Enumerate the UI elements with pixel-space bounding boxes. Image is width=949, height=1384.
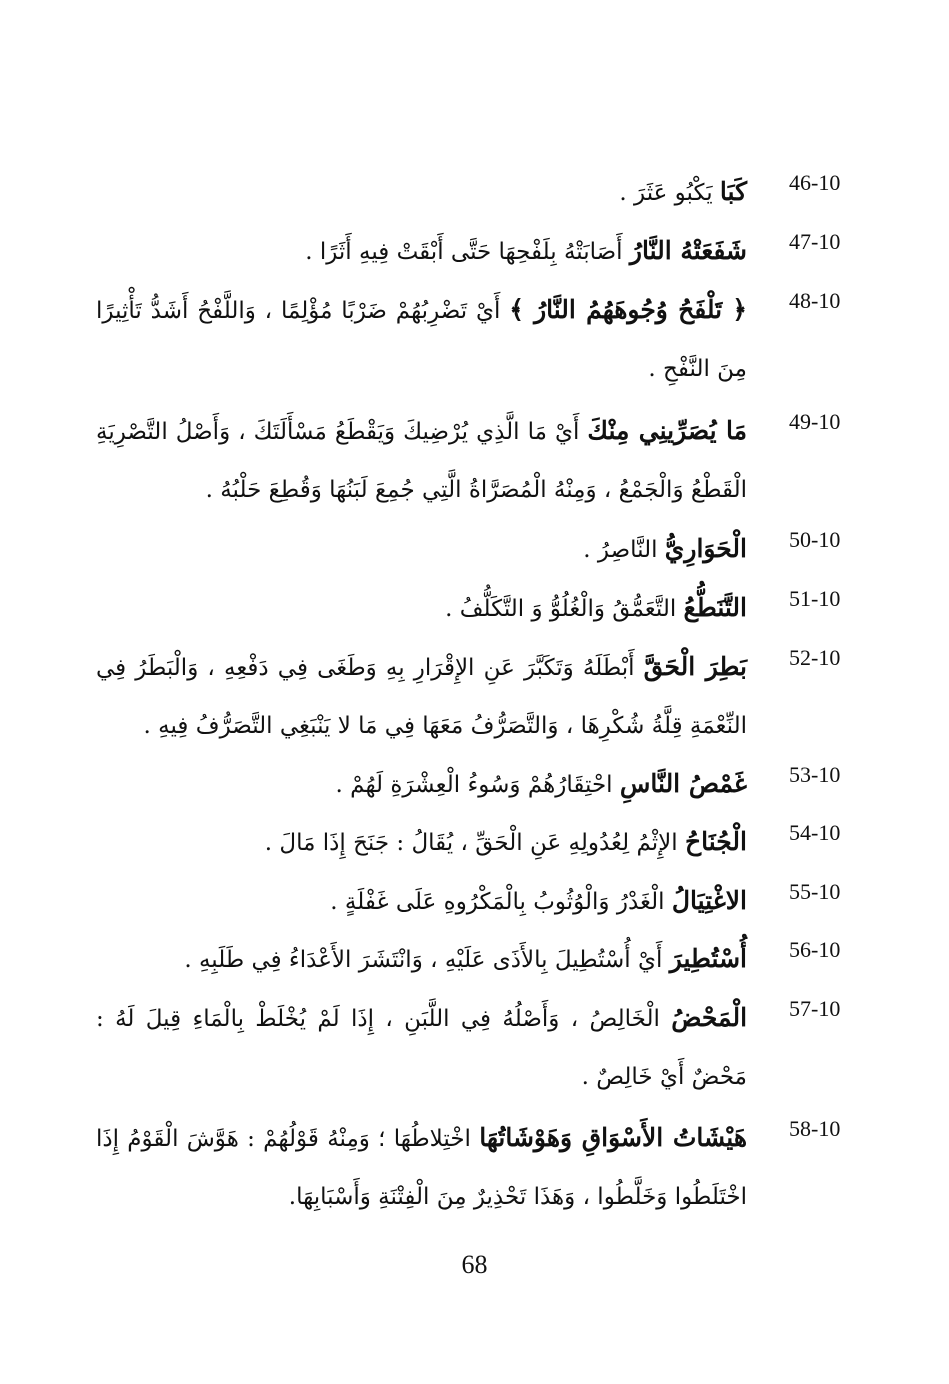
headword: غَمْصُ النَّاسِ — [619, 769, 747, 798]
entry-52-10 — [96, 638, 851, 755]
entry-number: 47-10 — [789, 229, 841, 254]
entry-56-10 — [96, 930, 851, 989]
entry-55-10 — [96, 872, 851, 931]
entry-text — [96, 520, 747, 579]
definition: الْخَالِصُ ، وَأَصْلُهُ فِي اللَّبَنِ ، إِذَا لَمْ يُخْلَطْ بِالْمَاءِ قِيلَ لَهُ : مَحْضٌ أَيْ خَالِصٌ . — [96, 1006, 747, 1090]
headword: أُسْتُطِيرَ — [669, 944, 747, 973]
definition: الإِثْمُ لِعُدُولِهِ عَنِ الْحَقِّ ، يُقَالُ : جَنَحَ إِذَا مَالَ . — [264, 830, 678, 856]
headword: مَا يُصَرِّينِي مِنْكَ — [587, 416, 747, 445]
entry-text — [96, 930, 747, 989]
headword: كَبَا — [719, 177, 747, 206]
headword: ﴿ تَلْفَحُ وُجُوهَهُمُ النَّارُ ﴾ — [509, 295, 748, 324]
entry-51-10 — [96, 579, 851, 638]
entry-number: 58-10 — [789, 1116, 841, 1141]
definition: الْغَدْرُ وَالْوُثُوبُ بِالْمَكْرُوهِ عَلَى غَفْلَةٍ . — [330, 889, 665, 915]
definition: النَّاصِرُ . — [583, 537, 658, 563]
entry-text — [96, 402, 747, 519]
entry-number: 50-10 — [789, 527, 841, 552]
entry-54-10 — [96, 813, 851, 872]
definition: اخْتِلاطُهَا ؛ وَمِنْهُ قَوْلُهُمْ : هَوَّشَ الْقَوْمُ إِذَا اخْتَلَطُوا وَخَلَّطُوا ، وَهَذَا تَحْذِيرٌ مِنَ الْفِتْنَةِ وَأَسْبَابِهَا. — [96, 1126, 747, 1210]
definition: التَّعَمُّقُ وَالْغُلُوُّ وَ التَّكَلُّفُ . — [445, 596, 677, 622]
definition: أَصَابَتْهُ بِلَفْحِهَا حَتَّى أَبْقَتْ فِيهِ أَثَرًا . — [305, 239, 623, 265]
entry-46-10 — [96, 163, 851, 222]
entry-text — [96, 813, 747, 872]
entry-number: 51-10 — [789, 586, 841, 611]
page-number: 68 — [461, 1250, 488, 1279]
definition: أَيْ تَضْرِبُهُمْ ضَرْبًا مُؤْلِمًا ، وَاللَّفْحُ أَشَدُّ تَأْثِيرًا مِنَ النَّفْحِ . — [96, 298, 747, 382]
entry-text — [96, 755, 747, 814]
definition: أَيْ أُسْتُطِيلَ بِالأَذَى عَلَيْهِ ، وَانْتَشَرَ الأَعْدَاءُ فِي طَلَبِهِ . — [184, 947, 663, 973]
headword: التَّنَطُّعُ — [683, 593, 747, 622]
entry-number: 52-10 — [789, 645, 841, 670]
definition: يَكْبُو عَثَرَ . — [619, 180, 713, 206]
entry-50-10 — [96, 520, 851, 579]
entry-number: 46-10 — [789, 170, 841, 195]
entry-text — [96, 281, 747, 398]
entry-number: 57-10 — [789, 996, 841, 1021]
headword: شَفَعَتْهُ النَّارُ — [629, 236, 747, 265]
headword: بَطِرَ الْحَقَّ — [643, 652, 748, 681]
entry-number: 48-10 — [789, 288, 841, 313]
entry-text — [96, 163, 747, 222]
headword: الاغْتِيَالُ — [671, 886, 747, 915]
entry-58-10 — [96, 1109, 851, 1226]
entry-text — [96, 638, 747, 755]
entry-text — [96, 989, 747, 1106]
entry-number: 53-10 — [789, 762, 841, 787]
headword: الْمَحْضُ — [671, 1003, 748, 1032]
entry-number: 55-10 — [789, 879, 841, 904]
definition: احْتِقَارُهُمْ وَسُوءُ الْعِشْرَةِ لَهُمْ . — [335, 772, 613, 798]
entry-text — [96, 579, 747, 638]
headword: الْجُنَاحُ — [685, 827, 747, 856]
entry-57-10 — [96, 989, 851, 1106]
entry-text — [96, 872, 747, 931]
headword: هَيْشَاتُ الأَسْوَاقِ وَهَوْشَاتُهَا — [479, 1123, 747, 1152]
entry-number: 54-10 — [789, 820, 841, 845]
entry-47-10 — [96, 222, 851, 281]
entry-48-10 — [96, 281, 851, 398]
entry-49-10 — [96, 402, 851, 519]
entry-number: 56-10 — [789, 937, 841, 962]
definition: أَيْ مَا الَّذِي يُرْضِيكَ وَيَقْطَعُ مَسْأَلَتَكَ ، وَأَصْلُ التَّصْرِيَةِ الْقَطْعُ وَالْجَمْعُ ، وَمِنْهُ الْمُصَرَّاةُ الَّتِي جُمِعَ لَبَنُهَا وَقُطِعَ حَلْبُهُ . — [96, 419, 747, 503]
entry-text — [96, 222, 747, 281]
definition: أَبْطَلَهُ وَتَكَبَّرَ عَنِ الإِقْرَارِ بِهِ وَطَغَى فِي دَفْعِهِ ، وَالْبَطَرُ فِي النِّعْمَةِ قِلَّةُ شُكْرِهَا ، وَالتَّصَرُّفُ مَعَهَا فِي مَا لا يَنْبَغِي التَّصَرُّفُ فِيهِ . — [96, 655, 747, 739]
entry-text — [96, 1109, 747, 1226]
entry-number: 49-10 — [789, 409, 841, 434]
headword: الْحَوَارِيُّ — [664, 534, 747, 563]
entry-53-10 — [96, 755, 851, 814]
